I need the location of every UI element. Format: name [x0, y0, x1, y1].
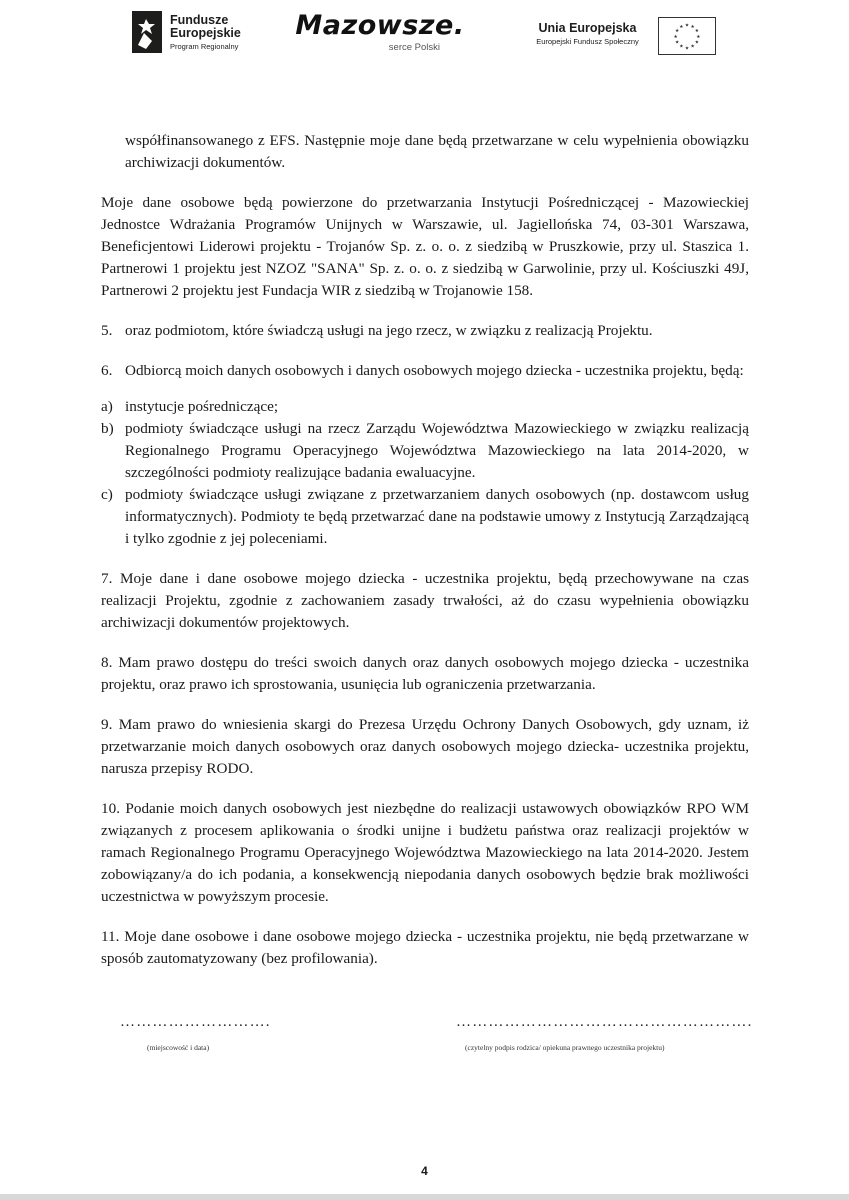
eu-flag-icon	[658, 17, 716, 55]
svg-text:★: ★	[696, 34, 701, 40]
list-item-text: instytucje pośredniczące;	[125, 398, 279, 415]
list-item-mark: a)	[101, 398, 113, 415]
item-9: 9. Mam prawo do wniesienia skargi do Prezesa Urzędu Ochrony Danych Osobowych, gdy uznam, iż przetwarzanie moich danych osobowych oraz danych osobowych mojego dziecka- uczestnika projektu, narusza przepisy RODO.	[101, 716, 749, 777]
fe-logo-line3: Program Regionalny	[170, 42, 239, 51]
place-date-caption: (miejscowość i data)	[147, 1043, 210, 1052]
mazowsze-wordmark: Mazowsze.	[295, 10, 465, 41]
item-8: 8. Mam prawo dostępu do treści swoich danych oraz danych osobowych mojego dziecka - uczestnika projektu, oraz prawo ich sprostowania, usunięcia lub ograniczenia przetwarzania.	[101, 654, 749, 693]
list-item	[101, 484, 749, 550]
item-6-number: 6.	[101, 362, 113, 379]
list-item	[101, 418, 749, 484]
item-6	[101, 360, 749, 382]
fe-logo-line1: Fundusze	[170, 13, 229, 27]
item-6-text: Odbiorcą moich danych osobowych i danych osobowych mojego dziecka - uczestnika projektu, będą:	[125, 362, 744, 379]
document-header	[0, 0, 849, 70]
item-10: 10. Podanie moich danych osobowych jest niezbędne do realizacji ustawowych obowiązków RPO WM związanych z procesem aplikowania o środki unijne i budżetu państwa oraz realizacji projektów w ramach Regionalnego Programu Operacyjnego Województwa Mazowieckiego na lata 2014-2020. Jestem zobowiązany/a do ich podania, a konsekwencją niepodania danych osobowych będzie brak możliwości uczestnictwa w powyższym procesie.	[101, 800, 749, 905]
document-body	[101, 130, 749, 970]
ue-logo-line2: Europejski Fundusz Społeczny	[536, 37, 639, 46]
signature-caption: (czytelny podpis rodzica/ opiekuna prawnego uczestnika projektu)	[465, 1043, 665, 1052]
fundusze-europejskie-logo	[132, 11, 262, 59]
svg-text:★: ★	[694, 40, 699, 46]
item-7: 7. Moje dane i dane osobowe mojego dziecka - uczestnika projektu, będą przechowywane na czas realizacji Projektu, zgodnie z zachowaniem zasady trwałości, aż do czasu wypełnienia obowiązku archiwizacji dokumentów projektowych.	[101, 570, 749, 631]
fe-logo-line2: Europejskie	[170, 26, 241, 40]
intro-paragraph: współfinansowanego z EFS. Następnie moje dane będą przetwarzane w celu wypełnienia obowiązku archiwizacji dokumentów.	[125, 132, 749, 171]
list-item-mark: b)	[101, 420, 114, 437]
list-item	[101, 396, 749, 418]
list-item-text: podmioty świadczące usługi związane z przetwarzaniem danych osobowych (np. dostawcom usług informatycznych). Podmioty te będą przetwarzać dane na podstawie umowy z Instytucją Zarządzającą i tylko zgodnie z jej poleceniami.	[125, 486, 749, 547]
signature-line: ……………………………………………….	[456, 1014, 753, 1030]
unia-europejska-logo	[525, 17, 715, 57]
item-5-number: 5.	[101, 322, 113, 339]
svg-text:★: ★	[679, 25, 684, 31]
fundusze-europejskie-star-icon	[132, 11, 162, 53]
svg-text:★: ★	[679, 44, 684, 50]
ue-logo-line1: Unia Europejska	[538, 21, 637, 35]
item-5	[101, 320, 749, 342]
svg-text:★: ★	[690, 44, 695, 50]
page-bottom-divider	[0, 1194, 849, 1200]
svg-text:★: ★	[675, 29, 680, 35]
svg-text:★: ★	[690, 25, 695, 31]
list-item-mark: c)	[101, 486, 113, 503]
entrusted-paragraph: Moje dane osobowe będą powierzone do przetwarzania Instytucji Pośredniczącej - Mazowieckiej Jednostce Wdrażania Programów Unijnych w Warszawie, ul. Jagiellońska 74, 03-301 Warszawa, Beneficjentowi Liderowi projektu - Trojanów Sp. z. o. o. z siedzibą w Pruszkowie, przy ul. Staszica 1. Partnerowi 1 projektu jest NZOZ "SANA" Sp. z. o. o. z siedzibą w Garwolinie, przy ul. Kościuszki 49J, Partnerowi 2 projektu jest Fundacja WIR z siedzibą w Trojanowie 158.	[101, 194, 749, 299]
item-11: 11. Moje dane osobowe i dane osobowe mojego dziecka - uczestnika projektu, nie będą przetwarzane w sposób zautomatyzowany (bez profilowania).	[101, 928, 749, 967]
svg-text:★: ★	[675, 40, 680, 46]
svg-text:★: ★	[684, 23, 690, 29]
mazowsze-logo	[290, 10, 470, 60]
svg-text:★: ★	[673, 34, 678, 40]
recipients-list	[101, 396, 749, 550]
list-item-text: podmioty świadczące usługi na rzecz Zarządu Województwa Mazowieckiego w związku realizacją Regionalnego Programu Operacyjnego Województwa Mazowieckiego na lata 2014-2020, w szczególności podmioty realizujące badania ewaluacyjne.	[125, 420, 749, 481]
svg-text:★: ★	[684, 46, 690, 52]
svg-text:★: ★	[694, 29, 699, 35]
mazowsze-tagline: serce Polski	[388, 42, 440, 53]
item-5-text: oraz podmiotom, które świadczą usługi na jego rzecz, w związku z realizacją Projektu.	[125, 322, 653, 339]
place-date-line: ……………………….	[120, 1014, 271, 1030]
page-number: 4	[421, 1164, 428, 1178]
